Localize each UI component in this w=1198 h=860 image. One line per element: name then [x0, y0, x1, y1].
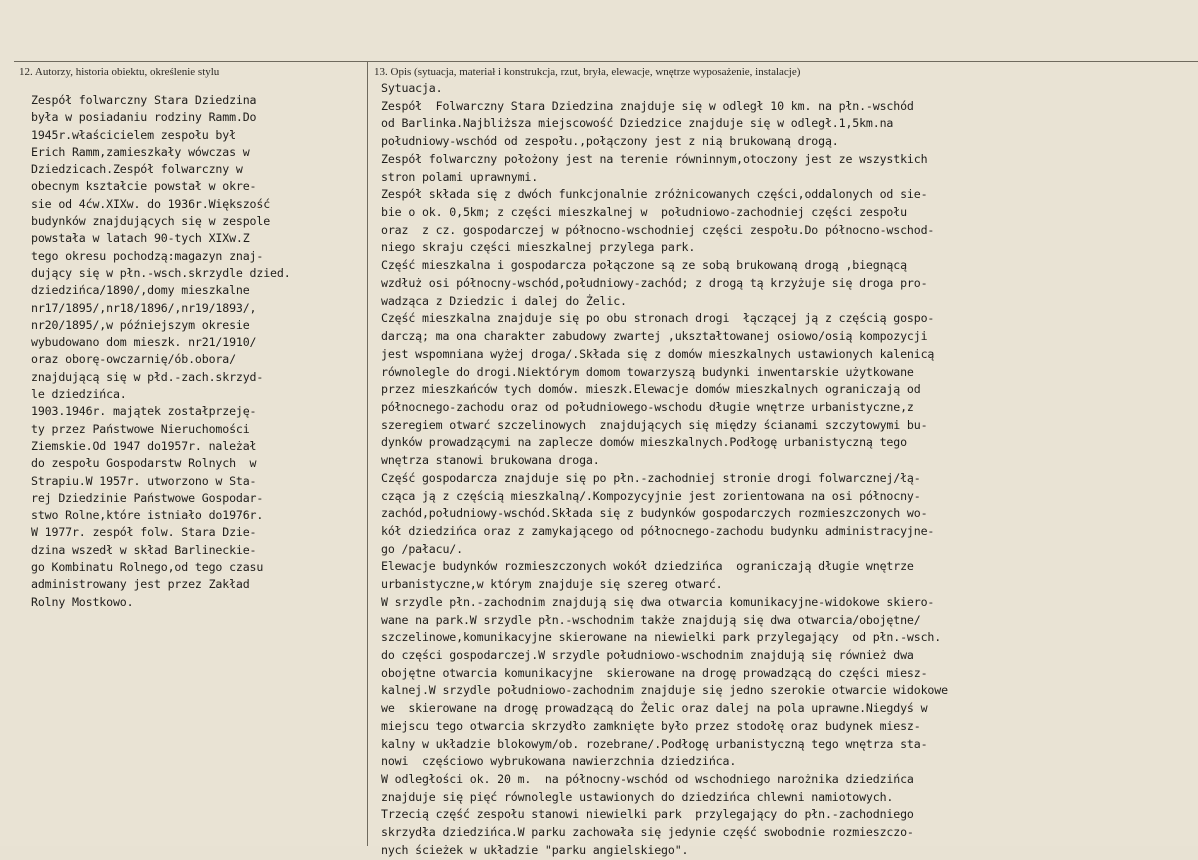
history-text-line: le dziedzińca. [31, 387, 127, 402]
description-text-line: nowi częściowo wybrukowana nawierzchnia dziedzińca. [381, 754, 737, 769]
description-text-line: Elewacje budynków rozmieszczonych wokół dziedzińca ograniczają długie wnętrze [381, 559, 914, 574]
description-text-line: Zespół składa się z dwóch funkcjonalnie zróżnicowanych części,oddalonych od sie- [381, 187, 928, 202]
history-text-line: obecnym kształcie powstał w okre- [31, 179, 257, 194]
history-text-line: W 1977r. zespół folw. Stara Dzie- [31, 525, 257, 540]
history-text-line: Ziemskie.Od 1947 do1957r. należał [31, 438, 257, 453]
description-text-line: go /pałacu/. [381, 541, 463, 556]
history-text-line: ty przez Państwowe Nieruchomości [31, 421, 250, 436]
history-text-line: 1903.1946r. majątek zostałprzeję- [31, 404, 257, 419]
description-text-line: wadząca z Dziedzic i dalej do Żelic. [381, 293, 627, 308]
description-text-line: Zespół Folwarczny Stara Dziedzina znajduje się w odległ 10 km. na płn.-wschód [381, 98, 914, 113]
description-text-line: oraz z cz. gospodarczej w północno-wschodniej części zespołu.Do północno-wschod- [381, 222, 935, 237]
description-text-column [381, 80, 948, 860]
description-text-line: kalnej.W srzydle południowo-zachodnim znajduje się jedno szerokie otwarcie widokowe [381, 683, 948, 698]
history-text-line: 1945r.właścicielem zespołu był [31, 127, 236, 142]
history-text-line: administrowany jest przez Zakład [31, 577, 250, 592]
description-text-line: miejscu tego otwarcia skrzydło zamknięte było przez stodołę oraz budynek miesz- [381, 718, 921, 733]
description-text-line: północnego-zachodu oraz od południowego-wschodu długie wnętrze urbanistyczne,z [381, 399, 914, 414]
description-text-line: kół dziedzińca oraz z zamykającego od północnego-zachodu budynku administracyjne- [381, 523, 935, 538]
description-text-line: jest wspomniana wyżej droga/.Składa się z domów mieszkalnych ustawionych kalenicą [381, 346, 935, 361]
history-text-line: dzina wszedł w skład Barlineckie- [31, 542, 257, 557]
history-text-line: budynków znajdujących się w zespole [31, 214, 271, 229]
history-text-line: stwo Rolne,które istniało do1976r. [31, 508, 264, 523]
description-text-line: obojętne otwarcia komunikacyjne skierowane na drogę prowadzącą do części miesz- [381, 665, 928, 680]
history-text-line: dujący się w płn.-wsch.skrzydle dzied. [31, 265, 291, 280]
description-text-line: Część gospodarcza znajduje się po płn.-zachodniej stronie drogi folwarcznej/łą- [381, 470, 921, 485]
description-text-line: Część mieszkalna znajduje się po obu stronach drogi łączącej ją z częścią gospo- [381, 311, 935, 326]
history-text-line: oraz oborę-owczarnię/ób.obora/ [31, 352, 236, 367]
description-text-line: W odległości ok. 20 m. na północny-wschód od wschodniego narożnika dziedzińca [381, 772, 914, 787]
history-text-line: do zespołu Gospodarstw Rolnych w [31, 456, 257, 471]
column-divider [367, 62, 368, 846]
description-text-line: kalny w układzie blokowym/ob. rozebrane/.Podłogę urbanistyczną tego wnętrza sta- [381, 736, 928, 751]
history-text-line: Zespół folwarczny Stara Dziedzina [31, 93, 257, 107]
history-text-line: Erich Ramm,zamieszkały wówczas w [31, 144, 250, 159]
description-text-line: Trzecią część zespołu stanowi niewielki park przylegający do płn.-zachodniego [381, 807, 914, 822]
description-text-line: bie o ok. 0,5km; z części mieszkalnej w południowo-zachodniej części zespołu [381, 205, 907, 220]
description-text-line: niego skraju części mieszkalnej przylega park. [381, 240, 696, 255]
description-text-line: skrzydła dziedzińca.W parku zachowała się jedynie część swobodnie rozmieszczo- [381, 825, 914, 840]
description-text-line: stron polami uprawnymi. [381, 169, 539, 184]
description-text-line: darczą; ma ona charakter zabudowy zwartej ,ukształtowanej osiowo/osią kompozycji [381, 329, 928, 344]
history-text-line: nr17/1895/,nr18/1896/,nr19/1893/, [31, 300, 257, 315]
description-text-line: nych ścieżek w układzie "parku angielskiego". [381, 842, 689, 857]
history-text-line: rej Dziedzinie Państwowe Gospodar- [31, 490, 264, 505]
description-text-line: znajduje się pięć równolegle ustawionych do dziedzińca chlewni namiotowych. [381, 789, 894, 804]
history-text-line: Rolny Mostkowo. [31, 594, 134, 609]
history-text-line: Dziedzicach.Zespół folwarczny w [31, 162, 243, 177]
history-text-line: go Kombinatu Rolnego,od tego czasu [31, 560, 264, 575]
description-text-line: Część mieszkalna i gospodarcza połączone są ze sobą brukowaną drogą ,biegnącą [381, 258, 907, 273]
history-text-line: nr20/1895/,w późniejszym okresie [31, 317, 250, 332]
description-text-line: cząca ją z częścią mieszkalną/.Kompozycyjnie jest zorientowana na osi północny- [381, 488, 921, 503]
description-text-line: Sytuacja. [381, 81, 443, 95]
description-text-line: Zespół folwarczny położony jest na terenie równinnym,otoczony jest ze wszystkich [381, 151, 928, 166]
history-text-line: znajdującą się w płd.-zach.skrzyd- [31, 369, 264, 384]
history-text-line: tego okresu pochodzą:magazyn znaj- [31, 248, 264, 263]
history-text-line: dziedzińca/1890/,domy mieszkalne [31, 283, 250, 298]
description-text-line: południowy-wschód od zespołu.,połączony jest z nią brukowaną drogą. [381, 134, 839, 149]
description-text-line: równolegle do drogi.Niektórym domom towarzyszą budynki inwentarskie użytkowane [381, 364, 914, 379]
section-13-heading: 13. Opis (sytuacja, materiał i konstrukcja, rzut, bryła, elewacje, wnętrze wyposażenie, instalacje) [374, 66, 801, 78]
description-text-line: dynków prowadzącymi na zaplecze domów mieszkalnych.Podłogę urbanistyczną tego [381, 435, 907, 450]
history-text-line: sie od 4ćw.XIXw. do 1936r.Większość [31, 196, 271, 211]
section-12-heading: 12. Autorzy, historia obiektu, określenie stylu [19, 66, 220, 78]
description-text-line: zachód,południowy-wschód.Składa się z budynków gospodarczych rozmieszczonych wo- [381, 506, 928, 521]
description-text-line: urbanistyczne,w którym znajduje się szereg otwarć. [381, 577, 723, 592]
header-rule [14, 61, 1198, 62]
history-text-line: wybudowano dom mieszk. nr21/1910/ [31, 335, 257, 350]
description-text-line: przez mieszkańców tych domów. mieszk.Elewacje domów mieszkalnych ograniczają od [381, 382, 921, 397]
history-text-line: była w posiadaniu rodziny Ramm.Do [31, 110, 257, 125]
description-text-line: od Barlinka.Najbliższa miejscowość Dziedzice znajduje się w odległ.1,5km.na [381, 116, 894, 131]
description-text-line: wane na park.W srzydle płn.-wschodnim także znajdują się dwa otwarcia/obojętne/ [381, 612, 921, 627]
history-text-column [31, 92, 291, 611]
history-text-line: Strapiu.W 1957r. utworzono w Sta- [31, 473, 257, 488]
description-text-line: szeregiem otwarć szczelinowych znajdujących się między ścianami szczytowymi bu- [381, 417, 928, 432]
description-text-line: wzdłuż osi północny-wschód,południowy-zachód; z drogą tą krzyżuje się droga pro- [381, 275, 928, 290]
description-text-line: we skierowane na drogę prowadzącą do Żelic oraz dalej na pola uprawne.Niegdyś w [381, 701, 928, 716]
description-text-line: do części gospodarczej.W srzydle południowo-wschodnim znajdują się również dwa [381, 648, 914, 662]
description-text-line: szczelinowe,komunikacyjne skierowane na niewielki park przylegający od płn.-wsch. [381, 630, 942, 645]
description-text-line: wnętrza stanowi brukowana droga. [381, 453, 600, 468]
history-text-line: powstała w latach 90-tych XIXw.Z [31, 231, 250, 246]
description-text-line: W srzydle płn.-zachodnim znajdują się dwa otwarcia komunikacyjne-widokowe skiero- [381, 594, 935, 609]
